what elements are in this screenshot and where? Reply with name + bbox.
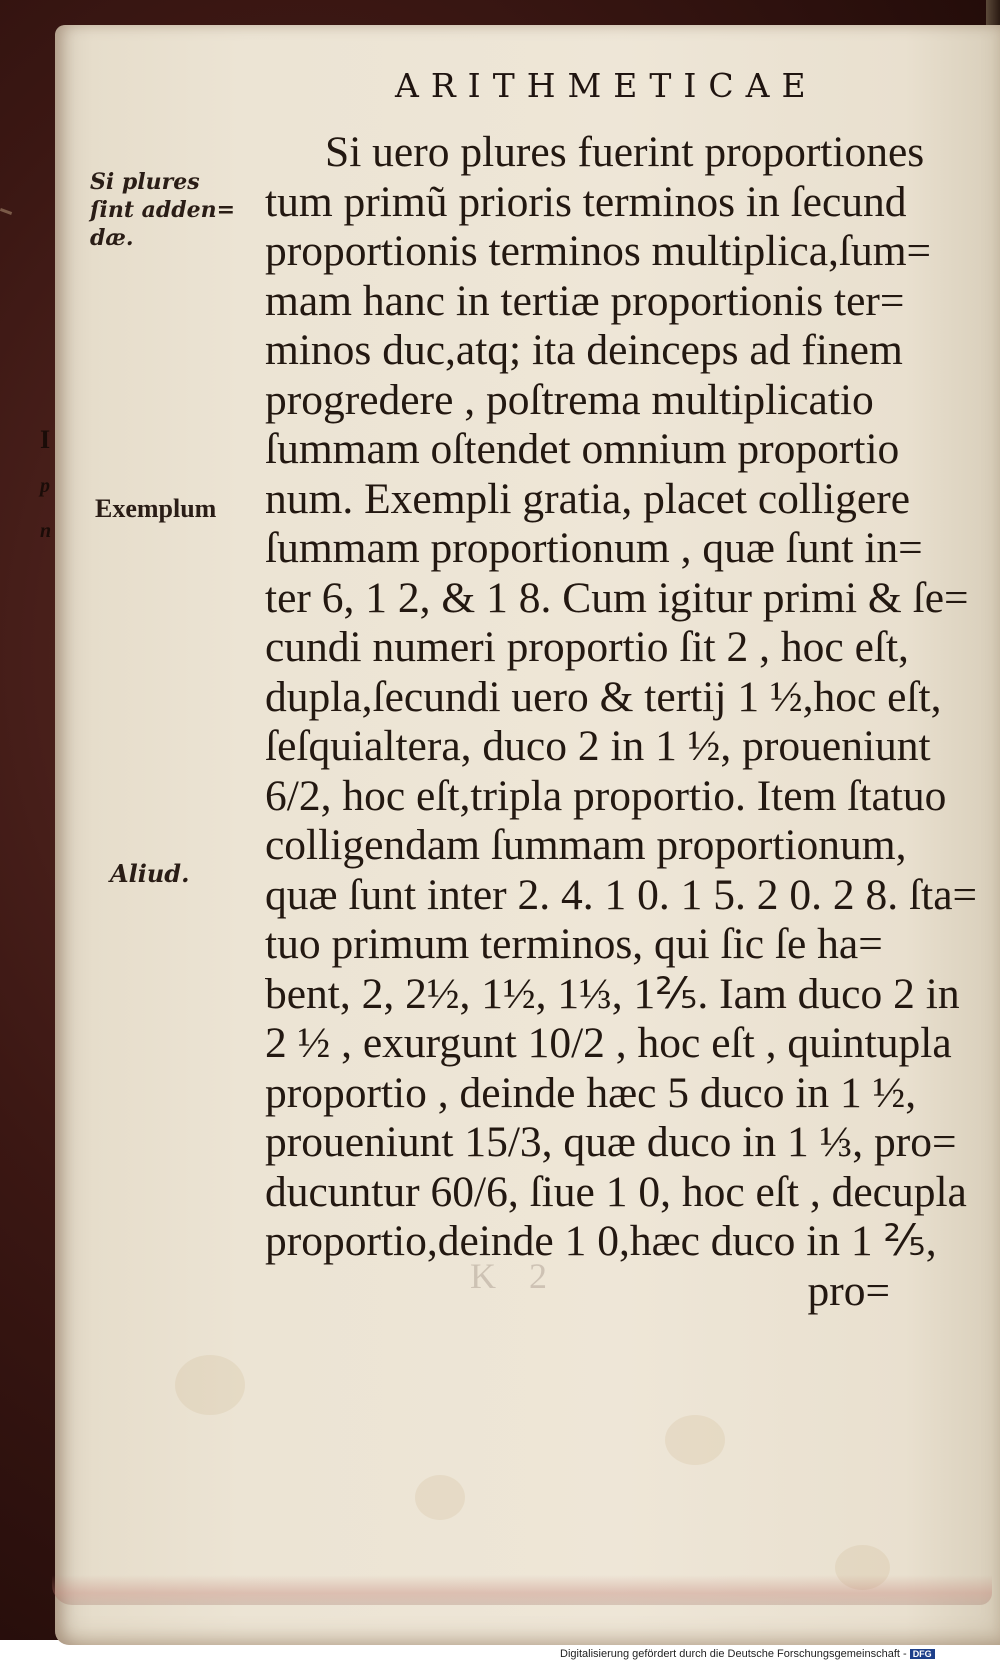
catchword: pro= bbox=[807, 1266, 890, 1315]
text-line: Si uero plures fuerint proportiones bbox=[325, 128, 925, 176]
dfg-logo: DFG bbox=[910, 1649, 935, 1659]
text-line: 2 ½ , exurgunt 10/2 , hoc eſt , quintupla bbox=[265, 1019, 952, 1067]
text-line: proportio,deinde 1 0,hæc duco in 1 ⅖, bbox=[265, 1217, 937, 1265]
text-line: progredere , poſtrema multiplicatio bbox=[265, 375, 874, 424]
text-line: cundi numeri proportio ſit 2 , hoc eſt, bbox=[265, 623, 909, 671]
page-bottom-edge bbox=[52, 1575, 992, 1605]
text-line: 6/2, hoc eſt,tripla proportio. Item ſtatuo bbox=[265, 771, 947, 820]
footer-text: Digitalisierung gefördert durch die Deutsche Forschungsgemeinschaft - bbox=[560, 1648, 907, 1660]
text-line: tum primũ prioris terminos in ſecund bbox=[265, 177, 907, 226]
text-line: ter 6, 1 2, & 1 8. Cum igitur primi & ſe= bbox=[265, 573, 969, 622]
text-line: tuo primum terminos, qui ſic ſe ha= bbox=[265, 920, 883, 968]
adjacent-page-letter: n bbox=[40, 520, 52, 542]
text-line: proportionis terminos multiplica,ſum= bbox=[265, 227, 932, 275]
marginal-note-exemplum: Exemplum bbox=[95, 494, 217, 523]
text-line: mam hanc in tertiæ proportionis ter= bbox=[265, 276, 905, 325]
text-line: proueniunt 15/3, quæ duco in 1 ⅓, pro= bbox=[265, 1118, 957, 1166]
digitization-footer bbox=[560, 1648, 1000, 1660]
text-line: bent, 2, 2½, 1½, 1⅓, 1⅖. Iam duco 2 in bbox=[265, 969, 960, 1018]
text-line: proportio , deinde hæc 5 duco in 1 ½, bbox=[265, 1068, 917, 1117]
text-line: ſummam oſtendet omnium proportio bbox=[265, 425, 900, 473]
marginal-note-aliud: Aliud. bbox=[110, 859, 190, 888]
adjacent-page-letter: I bbox=[40, 425, 51, 454]
text-line: ducuntur 60/6, ſiue 1 0, hoc eſt , decupla bbox=[265, 1167, 967, 1216]
text-line: ſeſquialtera, duco 2 in 1 ½, proueniunt bbox=[265, 722, 931, 770]
marginal-note-si-plures: Si plures ſint adden= dæ. bbox=[90, 169, 236, 251]
text-line: ſummam proportionum , quæ ſunt in= bbox=[265, 524, 923, 572]
body-text bbox=[265, 128, 995, 1316]
text-line: dupla,ſecundi uero & tertij 1 ½,hoc eſt, bbox=[265, 672, 942, 721]
text-line: colligendam ſummam proportionum, bbox=[265, 821, 907, 869]
text-line: minos duc,atq; ita deinceps ad finem bbox=[265, 326, 903, 374]
text-line: quæ ſunt inter 2. 4. 1 0. 1 5. 2 0. 2 8. ſta= bbox=[265, 870, 978, 919]
running-header: ARITHMETICAE bbox=[395, 66, 818, 105]
signature-mark: K 2 bbox=[470, 1256, 559, 1296]
text-line: num. Exempli gratia, placet colligere bbox=[265, 474, 911, 523]
adjacent-page-letter: p bbox=[40, 475, 50, 497]
